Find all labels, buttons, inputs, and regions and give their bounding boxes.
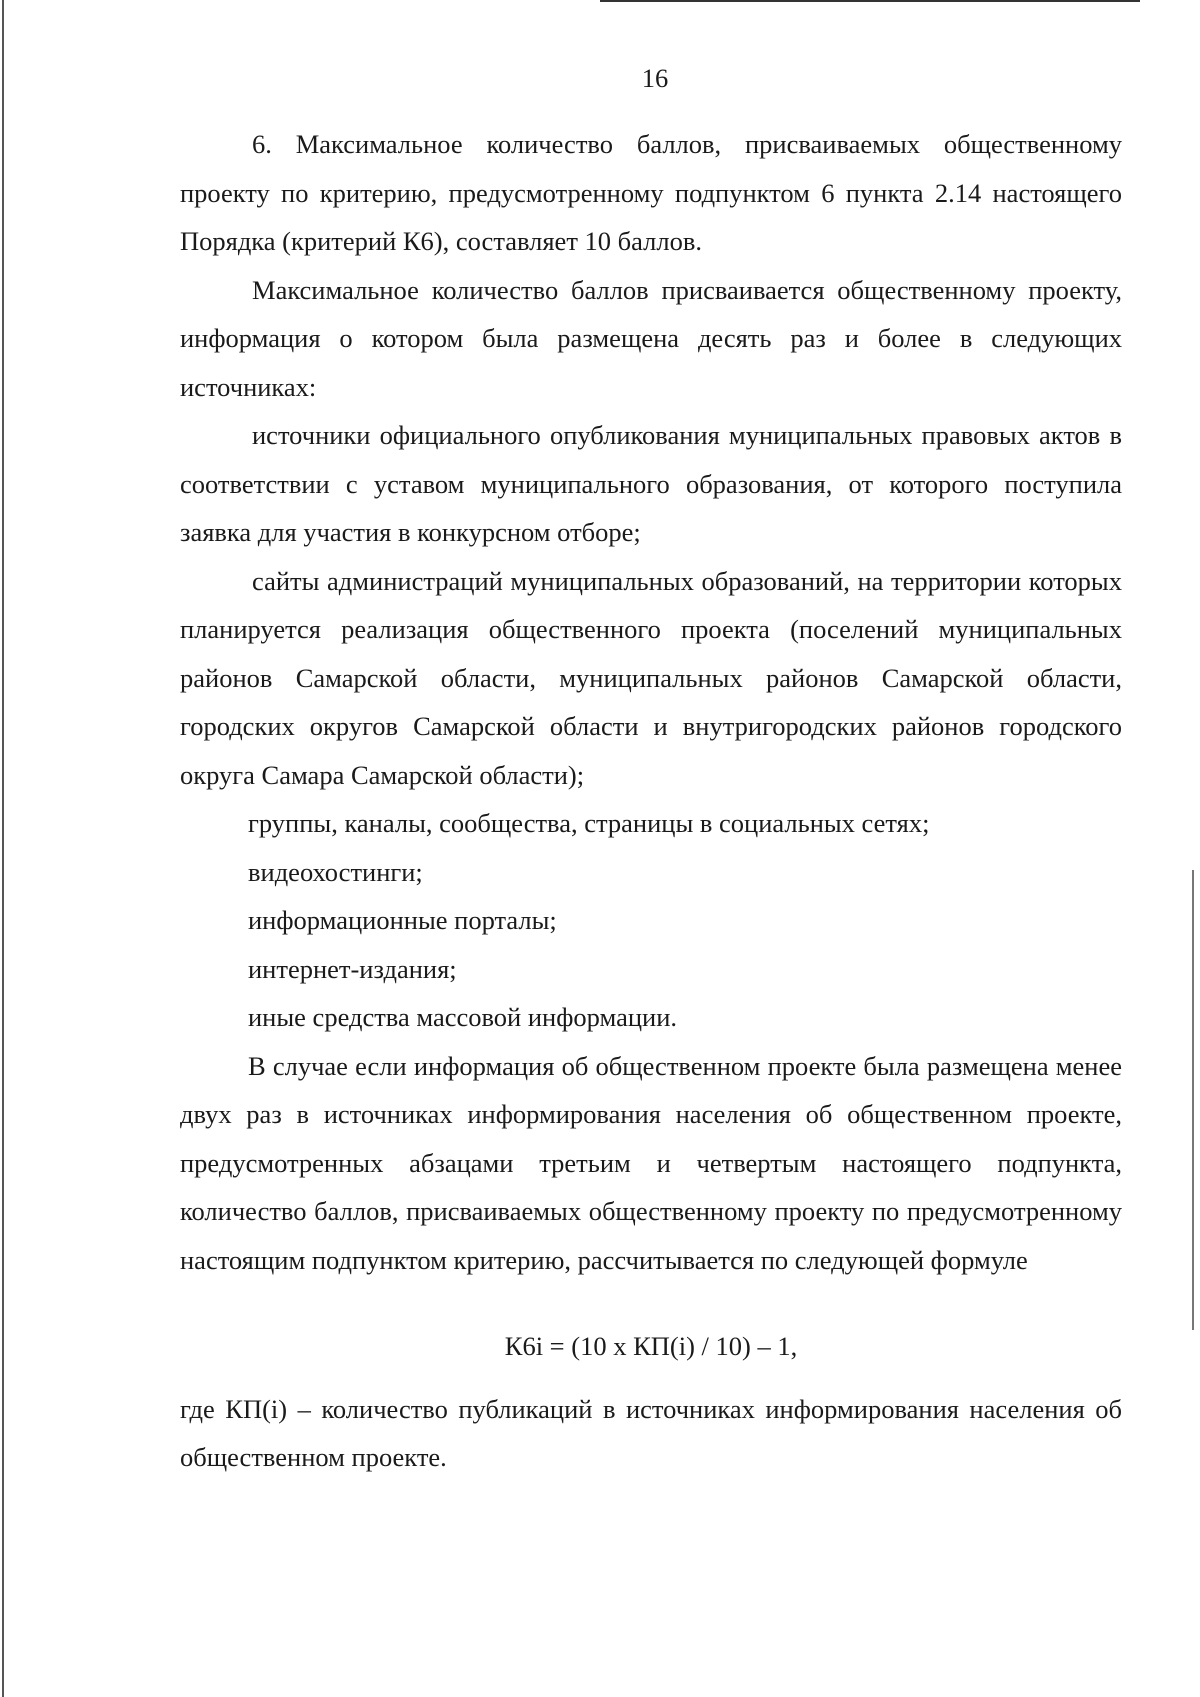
paragraph-max-score: Максимальное количество баллов присваивается общественному проекту, информация о котором была размещена десять раз и более в следующих источниках: (180, 274, 1122, 402)
scan-edge-right (1192, 870, 1194, 1330)
paragraph-criterion-k6: 6. Максимальное количество баллов, присваиваемых общественному проекту по критерию, предусмотренному подпунктом 6 пункта 2.14 настоящего Порядка (критерий К6), составляет 10 баллов. (180, 129, 1122, 256)
list-item-internet-media: интернет-издания; (248, 953, 457, 984)
paragraph-admin-sites: сайты администраций муниципальных образований, на территории которых планируется реализация общественного проекта (поселений муниципальных районов Самарской области, муниципальных районов Самарской области, городских округов Самарской области и внутригородских районов городского округа Самара Самарской области); (180, 565, 1122, 790)
paragraph-formula-condition: В случае если информация об общественном проекте была размещена менее двух раз в источниках информирования населения об общественном проекте, предусмотренных абзацами третьим и четвертым настоящего подпункта, количество баллов, присваиваемых общественному проекту по предусмотренному настоящим подпунктом критерию, рассчитывается по следующей формуле (180, 1050, 1122, 1275)
scan-edge-left (2, 0, 4, 1697)
list-item-social-networks: группы, каналы, сообщества, страницы в социальных сетях; (248, 808, 930, 838)
formula-k6i: К6i = (10 х КП(i) / 10) – 1, (504, 1331, 798, 1361)
document-body (180, 120, 1122, 1482)
paragraph-official-sources: источники официального опубликования муниципальных правовых актов в соответствии с уставом муниципального образования, от которого поступила заявка для участия в конкурсном отборе; (180, 420, 1122, 547)
list-item-video-hosting: видеохостинги; (248, 856, 423, 887)
list-item-info-portals: информационные порталы; (248, 905, 557, 935)
page-number: 16 (641, 63, 669, 93)
scan-edge-top (600, 0, 1140, 2)
paragraph-formula-definition: где КП(i) – количество публикаций в источниках информирования населения об общественном проекте. (180, 1393, 1122, 1472)
list-item-other-media: иные средства массовой информации. (248, 1002, 678, 1032)
